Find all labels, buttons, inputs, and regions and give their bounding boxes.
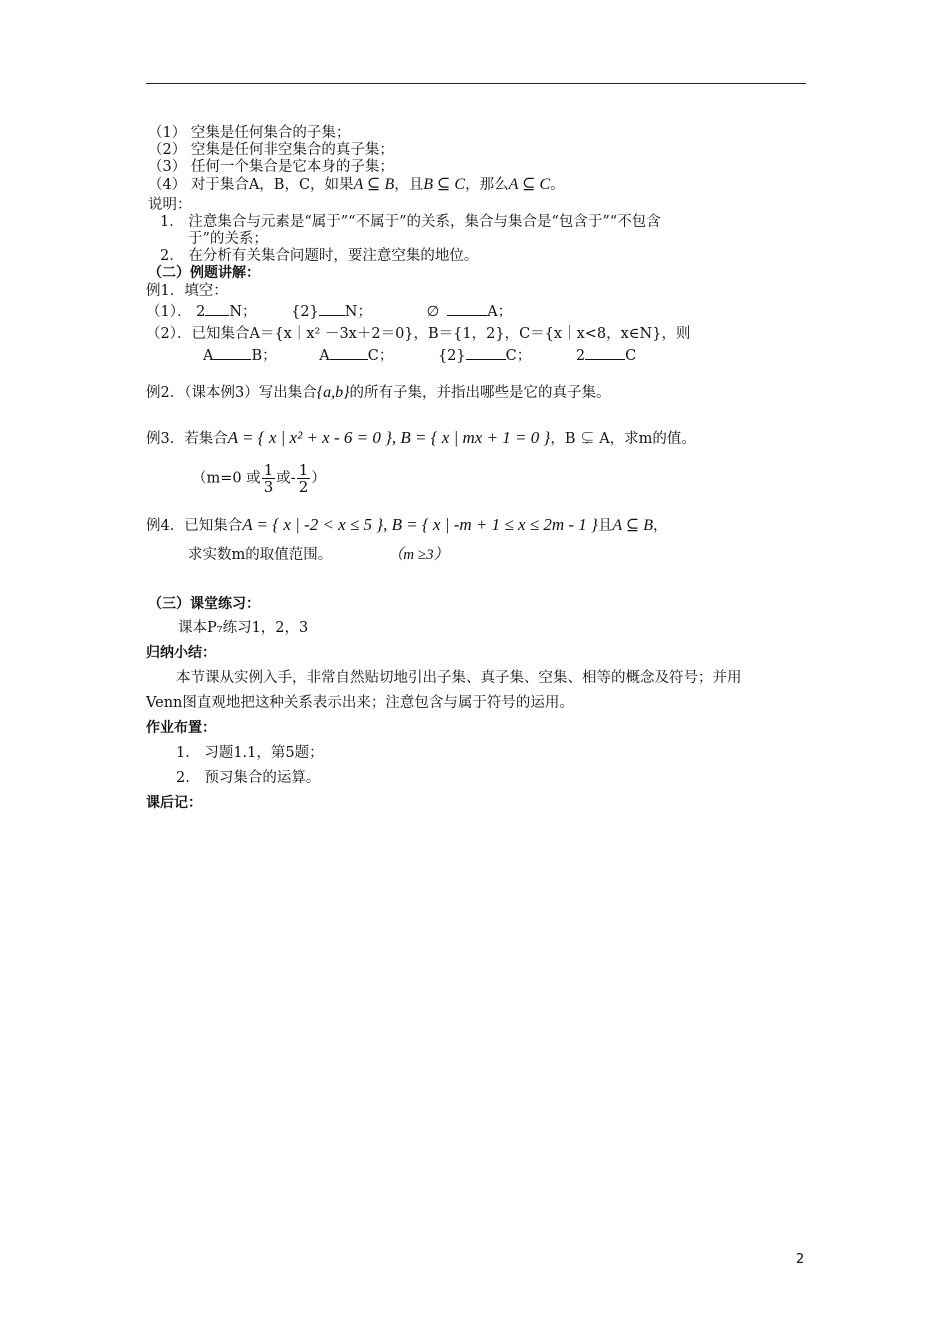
ex3-set-b: , B = { x | mx + 1 = 0 } <box>391 428 551 447</box>
blank <box>585 346 625 360</box>
q1-f: A； <box>487 304 513 320</box>
note-2: 2． 在分析有关集合问题时，要注意空集的地位。 <box>160 248 479 264</box>
property-4-mid2: ，那么 <box>465 177 509 193</box>
property-2: （2） 空集是任何非空集合的真子集； <box>148 142 394 158</box>
page-number: 2 <box>796 1252 805 1267</box>
fraction-numerator: 1 <box>298 461 309 479</box>
property-4-formula-1: A ⊆ B <box>353 176 395 193</box>
q2-a: A <box>203 348 214 364</box>
property-1: （1） 空集是任何集合的子集； <box>148 125 351 141</box>
homework-title: 作业布置： <box>146 720 216 736</box>
fraction-numerator: 1 <box>263 461 274 479</box>
ex2-suffix: 的所有子集，并指出哪些是它的真子集。 <box>349 385 611 401</box>
example-4 <box>146 516 668 535</box>
ex2-prefix: 例2．（课本例3）写出集合 <box>146 385 317 401</box>
ex3-prefix: 例3．若集合 <box>146 431 228 447</box>
ex3-answer-or: 或- <box>276 470 296 487</box>
example-2 <box>146 384 611 402</box>
section-2-title: （二）例题讲解： <box>148 265 260 281</box>
blank <box>330 346 368 360</box>
q2-c: A <box>319 348 330 364</box>
property-4-text: （4） 对于集合A，B，C，如果 <box>148 177 354 193</box>
blank <box>213 346 251 360</box>
homework-item-2: 2． 预习集合的运算。 <box>176 770 321 786</box>
q2-f: C； <box>505 348 532 364</box>
property-4-formula-2: B ⊆ C <box>423 176 466 193</box>
ex4-set-b: , B = { x | -m + 1 ≤ x ≤ 2m - 1 } <box>383 515 598 534</box>
example-3-answer <box>192 462 326 495</box>
ex4-condition-end: ， <box>653 518 668 534</box>
property-4-formula-3: A ⊆ C <box>508 176 551 193</box>
q2-d: C； <box>367 348 394 364</box>
ex4-answer: （m ≥3） <box>388 547 449 563</box>
ex3-condition: ，B ⊊ A，求m的值。 <box>550 431 696 447</box>
example-1-q2-blanks <box>203 346 636 365</box>
section-3-title: （三）课堂练习： <box>148 596 260 612</box>
property-4-end: 。 <box>550 177 565 193</box>
property-4-mid: ，且 <box>394 177 424 193</box>
blank <box>205 302 229 316</box>
ex3-set-a: A = { x | x² + x - 6 = 0 } <box>227 428 392 447</box>
property-3: （3） 任何一个集合是它本身的子集； <box>148 159 394 175</box>
q1-b: N； <box>229 304 257 320</box>
notes-label: 说明： <box>148 197 192 213</box>
fraction <box>297 462 311 495</box>
q2-b: B； <box>251 348 277 364</box>
ex4-prefix: 例4．已知集合 <box>146 518 243 534</box>
section-3-exercise: 课本P₇练习1，2，3 <box>178 620 309 636</box>
empty-set-symbol: ∅ <box>426 304 440 320</box>
q1-d: N； <box>344 304 372 320</box>
summary-line-2: Venn图直观地把这种关系表示出来；注意包含与属于符号的运用。 <box>146 695 574 711</box>
header-rule <box>146 83 806 84</box>
fraction <box>262 462 276 495</box>
q2-h: C <box>625 348 637 364</box>
ex3-answer-prefix: （m=0 或 <box>192 470 261 487</box>
example-1-q2: （2）．已知集合A＝{x｜x² －3x＋2＝0}，B＝{1，2}，C＝{x｜x<8，x∈N}，则 <box>146 326 691 342</box>
q2-g: 2 <box>575 348 586 364</box>
example-3 <box>146 429 696 448</box>
note-1-line-2: 于”的关系； <box>188 231 268 247</box>
ex2-set: {a,b} <box>316 384 350 401</box>
blank <box>466 346 506 360</box>
property-4 <box>148 176 565 194</box>
fraction-denominator: 2 <box>298 478 309 496</box>
ex4-condition-formula: A ⊆ B <box>612 517 654 534</box>
example-1-q1 <box>146 302 512 321</box>
summary-line-1: 本节课从实例入手，非常自然贴切地引出子集、真子集、空集、相等的概念及符号；并用 <box>176 670 742 686</box>
homework-item-1: 1． 习题1.1，第5题； <box>176 745 324 761</box>
summary-title: 归纳小结： <box>146 645 216 661</box>
ex3-answer-end: ） <box>311 470 326 487</box>
blank <box>447 302 487 316</box>
after-class-title: 课后记： <box>146 795 202 811</box>
q2-e: {2} <box>437 348 466 364</box>
q1-a: （1）． 2 <box>146 304 206 320</box>
ex4-question: 求实数m的取值范围。 <box>188 547 333 563</box>
q1-c: {2} <box>291 304 319 320</box>
ex4-set-a: A = { x | -2 < x ≤ 5 } <box>242 515 384 534</box>
ex4-condition: 且 <box>597 518 613 534</box>
note-1-line-1: 1． 注意集合与元素是“属于”“不属于”的关系，集合与集合是“包含于”“不包含 <box>160 214 661 230</box>
blank <box>319 302 345 316</box>
example-1-label: 例1．填空： <box>146 283 228 299</box>
example-4-line-2 <box>188 546 449 564</box>
fraction-denominator: 3 <box>263 478 274 496</box>
